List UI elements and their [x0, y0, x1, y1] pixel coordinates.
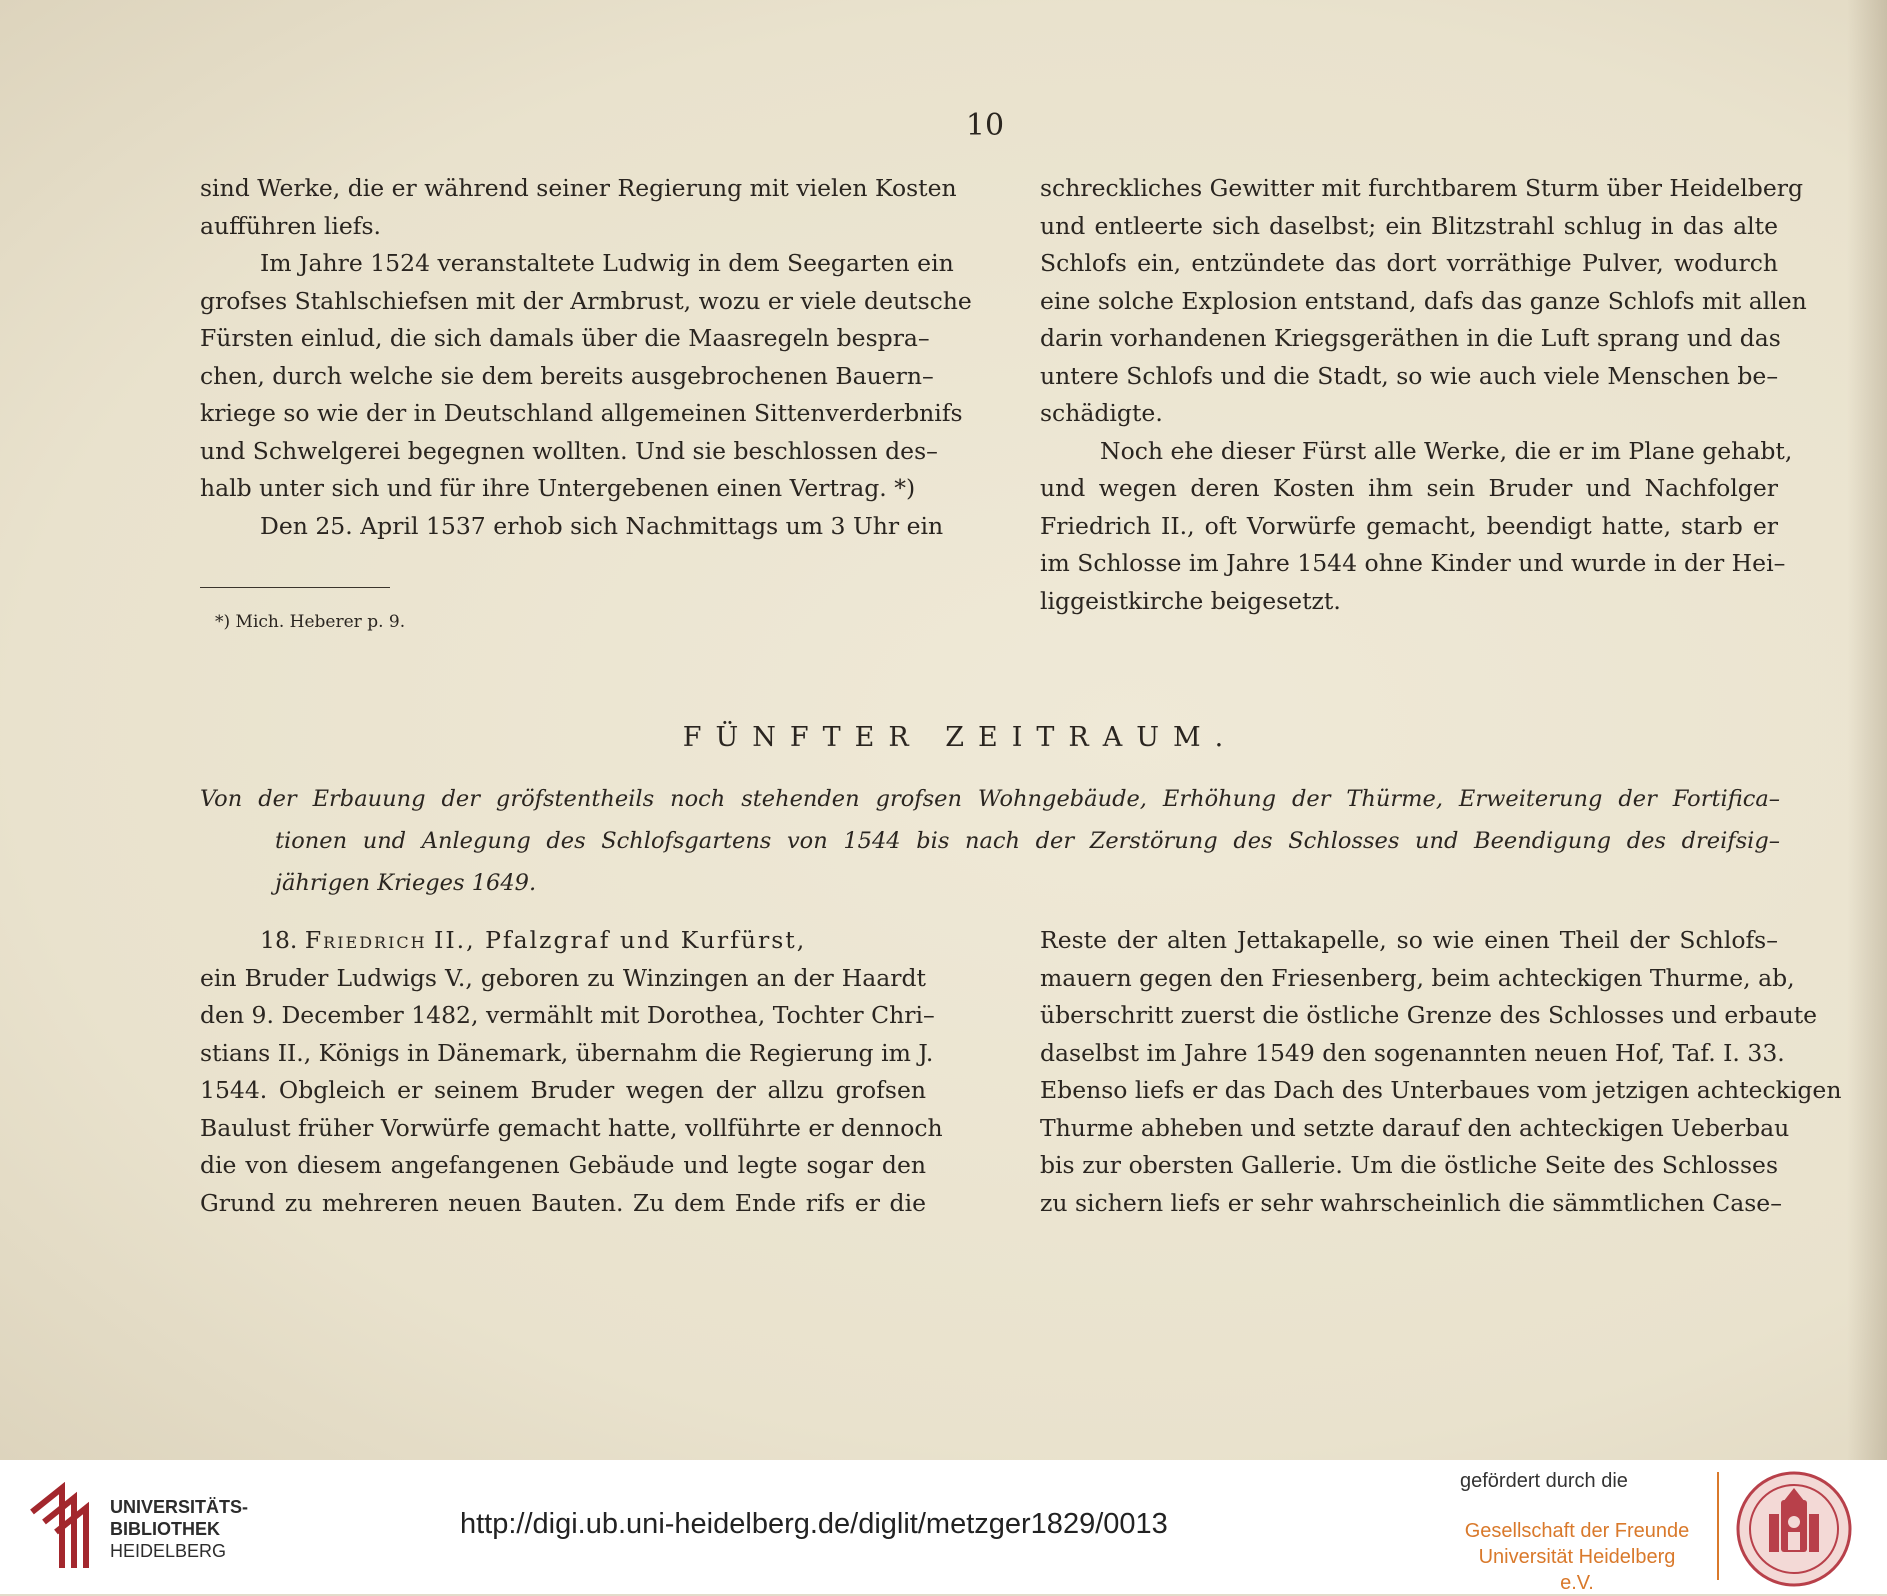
page-number: 10 — [965, 108, 1005, 143]
section-title: FÜNFTER ZEITRAUM. — [682, 722, 1238, 753]
sponsor-label: gefördert durch die — [1460, 1470, 1628, 1492]
text-line: Den 25. April 1537 erhob sich Nachmittags um 3 Uhr ein — [260, 511, 944, 540]
library-name — [110, 1496, 248, 1562]
text-line: die von diesem angefangenen Gebäude und legte sogar den — [200, 1151, 926, 1179]
library-name-line-3: HEIDELBERG — [110, 1541, 227, 1561]
sponsor-name-line-2: Universität Heidelberg e.V. — [1478, 1546, 1676, 1594]
text-line: mauern gegen den Friesenberg, beim achteckigen Thurme, ab, — [1040, 963, 1795, 992]
library-name-line-1: UNIVERSITÄTS- — [110, 1497, 249, 1517]
text-line: Schlofs ein, entzündete das dort vorräthige Pulver, wodurch — [1040, 249, 1778, 277]
text-line: 1544. Obgleich er seinem Bruder wegen der allzu grofsen — [200, 1076, 926, 1104]
text-line: bis zur obersten Gallerie. Um die östliche Seite des Schlosses — [1040, 1151, 1778, 1179]
text-line: sind Werke, die er während seiner Regierung mit vielen Kosten — [200, 174, 957, 202]
text-line: schädigte. — [1040, 399, 1163, 427]
text-line: darin vorhandenen Kriegsgeräthen in die Luft sprang und das — [1040, 324, 1781, 352]
section-subtitle-line-3: jährigen Krieges 1649. — [275, 870, 537, 896]
text-line: Noch ehe dieser Fürst alle Werke, die er im Plane gehabt, — [1100, 436, 1793, 465]
text-line: Reste der alten Jettakapelle, so wie einen Theil der Schlofs– — [1040, 926, 1778, 954]
text-line: Grund zu mehreren neuen Bauten. Zu dem Ende rifs er die — [200, 1188, 926, 1217]
text-line: eine solche Explosion entstand, dafs das ganze Schlofs mit allen — [1040, 286, 1807, 315]
sponsor-divider — [1717, 1472, 1719, 1580]
paragraph-heading-18 — [200, 922, 926, 960]
text-line: daselbst im Jahre 1549 den sogenannten neuen Hof, Taf. I. 33. — [1040, 1038, 1785, 1067]
text-line: untere Schlofs und die Stadt, so wie auch viele Menschen be– — [1040, 361, 1779, 390]
sponsor-name — [1462, 1518, 1692, 1596]
text-line: den 9. December 1482, vermählt mit Dorothea, Tochter Chri– — [200, 1001, 935, 1029]
text-line: aufführen liefs. — [200, 211, 382, 240]
heading-rest: II., Pfalzgraf und Kurfürst, — [434, 926, 807, 954]
text-line: Im Jahre 1524 veranstaltete Ludwig in dem Seegarten ein — [260, 249, 954, 277]
section-subtitle-line-1: Von der Erbauung der gröfstentheils noch stehenden grofsen Wohngebäude, Erhöhung der Thürme, Erweiterung der Fortifica– — [200, 786, 1780, 812]
text-line: und Schwelgerei begegnen wollten. Und sie beschlossen des– — [200, 436, 938, 465]
text-line: Friedrich II., oft Vorwürfe gemacht, beendigt hatte, starb er — [1040, 511, 1778, 540]
text-line: Ebenso liefs er das Dach des Unterbaues vom jetzigen achteckigen — [1040, 1076, 1842, 1104]
text-line: stians II., Königs in Dänemark, übernahm die Regierung im J. — [200, 1038, 934, 1067]
permalink-url[interactable]: http://digi.ub.uni-heidelberg.de/diglit/metzger1829/0013 — [460, 1508, 1168, 1540]
right-column-top — [1040, 170, 1807, 620]
text-line: Fürsten einlud, die sich damals über die Maasregeln bespra– — [200, 324, 930, 352]
footnote-rule — [200, 587, 390, 588]
library-name-line-2: BIBLIOTHEK — [110, 1519, 220, 1539]
text-line: und wegen deren Kosten ihm sein Bruder und Nachfolger — [1040, 474, 1778, 502]
footer-bar — [0, 1460, 1887, 1594]
sponsor-name-line-1: Gesellschaft der Freunde — [1464, 1520, 1690, 1542]
text-line: überschritt zuerst die östliche Grenze des Schlosses und erbaute — [1040, 1001, 1818, 1029]
text-line: zu sichern liefs er sehr wahrscheinlich die sämmtlichen Case– — [1040, 1188, 1782, 1217]
left-column-bottom-lines — [200, 960, 943, 1223]
heading-number: 18. — [260, 926, 298, 954]
left-column-top — [200, 170, 972, 545]
university-seal-icon — [1735, 1470, 1853, 1588]
right-column-bottom — [1040, 922, 1842, 1222]
text-line: Baulust früher Vorwürfe gemacht hatte, vollführte er dennoch — [200, 1113, 943, 1142]
text-line: und entleerte sich daselbst; ein Blitzstrahl schlug in das alte — [1040, 211, 1778, 240]
text-line: chen, durch welche sie dem bereits ausgebrochenen Bauern– — [200, 361, 934, 390]
heading-name: Friedrich — [304, 926, 427, 954]
text-line: Thurme abheben und setzte darauf den achteckigen Ueberbau — [1040, 1113, 1790, 1142]
text-line: grofses Stahlschiefsen mit der Armbrust, wozu er viele deutsche — [200, 286, 972, 315]
section-subtitle-line-2: tionen und Anlegung des Schlofsgartens von 1544 bis nach der Zerstörung des Schlosses und Beendigung des dreifsig– — [275, 828, 1780, 854]
text-line: schreckliches Gewitter mit furchtbarem Sturm über Heidelberg — [1040, 174, 1804, 202]
page-fold-shadow — [1847, 0, 1887, 1460]
text-line: halb unter sich und für ihre Untergebenen einen Vertrag. *) — [200, 474, 916, 502]
text-line: im Schlosse im Jahre 1544 ohne Kinder und wurde in der Hei– — [1040, 549, 1786, 577]
text-line: liggeistkirche beigesetzt. — [1040, 586, 1341, 615]
library-logo-icon — [22, 1482, 100, 1574]
text-line: ein Bruder Ludwigs V., geboren zu Winzingen an der Haardt — [200, 963, 926, 992]
left-column-bottom — [200, 922, 943, 1222]
text-line: kriege so wie der in Deutschland allgemeinen Sittenverderbnifs — [200, 399, 963, 427]
footnote: *) Mich. Heberer p. 9. — [215, 612, 406, 632]
